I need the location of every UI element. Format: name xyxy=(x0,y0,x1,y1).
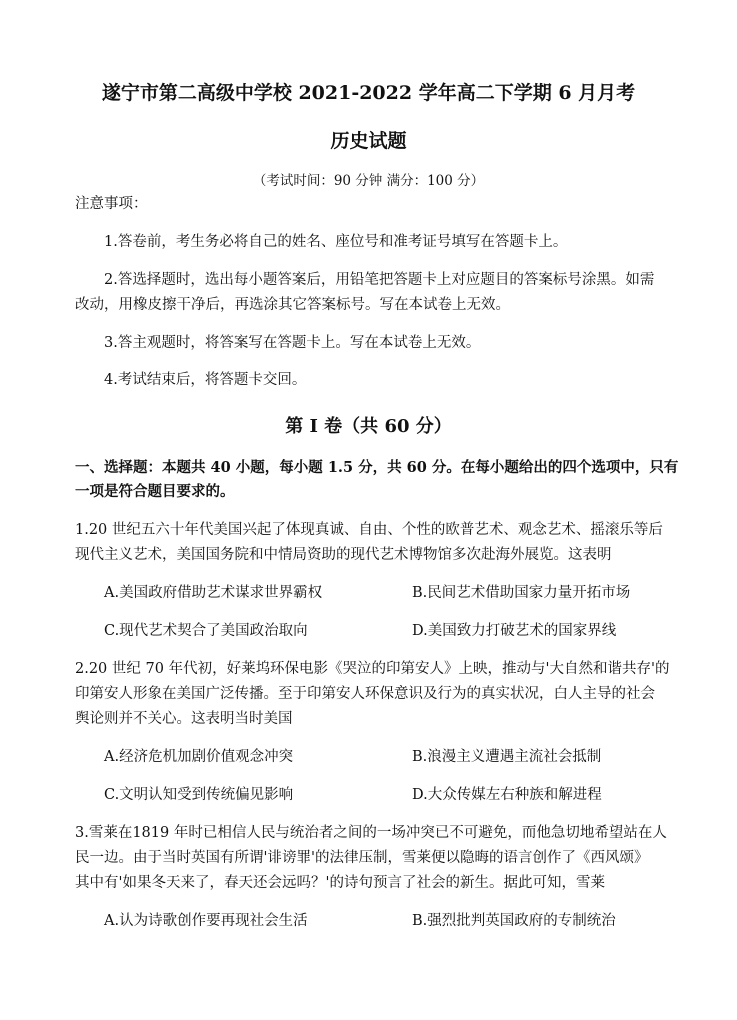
q2-option-a: A.经济危机加剧价值观念冲突 xyxy=(104,749,294,765)
q2-option-b: B.浪漫主义遭遇主流社会抵制 xyxy=(412,749,602,765)
q1-stem-line-1: 1.20 世纪五六十年代美国兴起了体现真诚、自由、个性的欧普艺术、观念艺术、摇滚乐等后 xyxy=(75,522,663,538)
q1-option-c: C.现代艺术契合了美国政治取向 xyxy=(104,623,308,639)
note-item-3: 3.答主观题时，将答案写在答题卡上。写在本试卷上无效。 xyxy=(104,335,481,351)
exam-title: 遂宁市第二高级中学校 2021-2022 学年高二下学期 6 月月考 xyxy=(101,82,636,104)
q1-stem-line-2: 现代主义艺术，美国国务院和中情局资助的现代艺术博物馆多次赴海外展览。这表明 xyxy=(75,547,612,563)
exam-subtitle: 历史试题 xyxy=(330,130,407,152)
q3-stem-line-3: 其中有'如果冬天来了，春天还会远吗？'的诗句预言了社会的新生。据此可知，雪莱 xyxy=(75,875,605,891)
q3-option-a: A.认为诗歌创作要再现社会生活 xyxy=(104,913,308,929)
note-item-1: 1.答卷前，考生务必将自己的姓名、座位号和准考证号填写在答题卡上。 xyxy=(104,234,568,250)
section-instruction-2: 一项是符合题目要求的。 xyxy=(75,483,235,500)
q3-option-b: B.强烈批判英国政府的专制统治 xyxy=(412,913,616,929)
q2-option-d: D.大众传媒左右种族和解进程 xyxy=(412,787,602,803)
notes-heading: 注意事项： xyxy=(75,196,148,212)
note-item-4: 4.考试结束后，将答题卡交回。 xyxy=(104,372,307,388)
q1-option-b: B.民间艺术借助国家力量开拓市场 xyxy=(412,585,631,601)
q2-stem-line-1: 2.20 世纪 70 年代初，好莱坞环保电影《哭泣的印第安人》上映，推动与'大自然和谐共存'的 xyxy=(75,661,670,677)
q2-option-c: C.文明认知受到传统偏见影响 xyxy=(104,787,294,803)
q2-stem-line-2: 印第安人形象在美国广泛传播。至于印第安人环保意识及行为的真实状况，白人主导的社会 xyxy=(75,686,655,702)
q1-option-a: A.美国政府借助艺术谋求世界霸权 xyxy=(104,585,323,601)
exam-info: （考试时间：90 分钟 满分：100 分） xyxy=(252,173,485,189)
section-instruction-1: 一、选择题：本题共 40 小题，每小题 1.5 分，共 60 分。在每小题给出的四个选项中，只有 xyxy=(75,459,679,476)
q2-stem-line-3: 舆论则并不关心。这表明当时美国 xyxy=(75,711,293,727)
note-item-2: 2.答选择题时，选出每小题答案后，用铅笔把答题卡上对应题目的答案标号涂黑。如需 xyxy=(104,272,655,288)
note-item-2-cont: 改动，用橡皮擦干净后，再选涂其它答案标号。写在本试卷上无效。 xyxy=(75,297,510,313)
q1-option-d: D.美国致力打破艺术的国家界线 xyxy=(412,623,617,639)
q3-stem-line-2: 民一边。由于当时英国有所谓'诽谤罪'的法律压制，雪莱便以隐晦的语言创作了《西风颂》 xyxy=(75,850,649,866)
q3-stem-line-1: 3.雪莱在1819 年时已相信人民与统治者之间的一场冲突已不可避免，而他急切地希望站在人 xyxy=(75,825,667,841)
section-title: 第 I 卷（共 60 分） xyxy=(285,416,452,437)
